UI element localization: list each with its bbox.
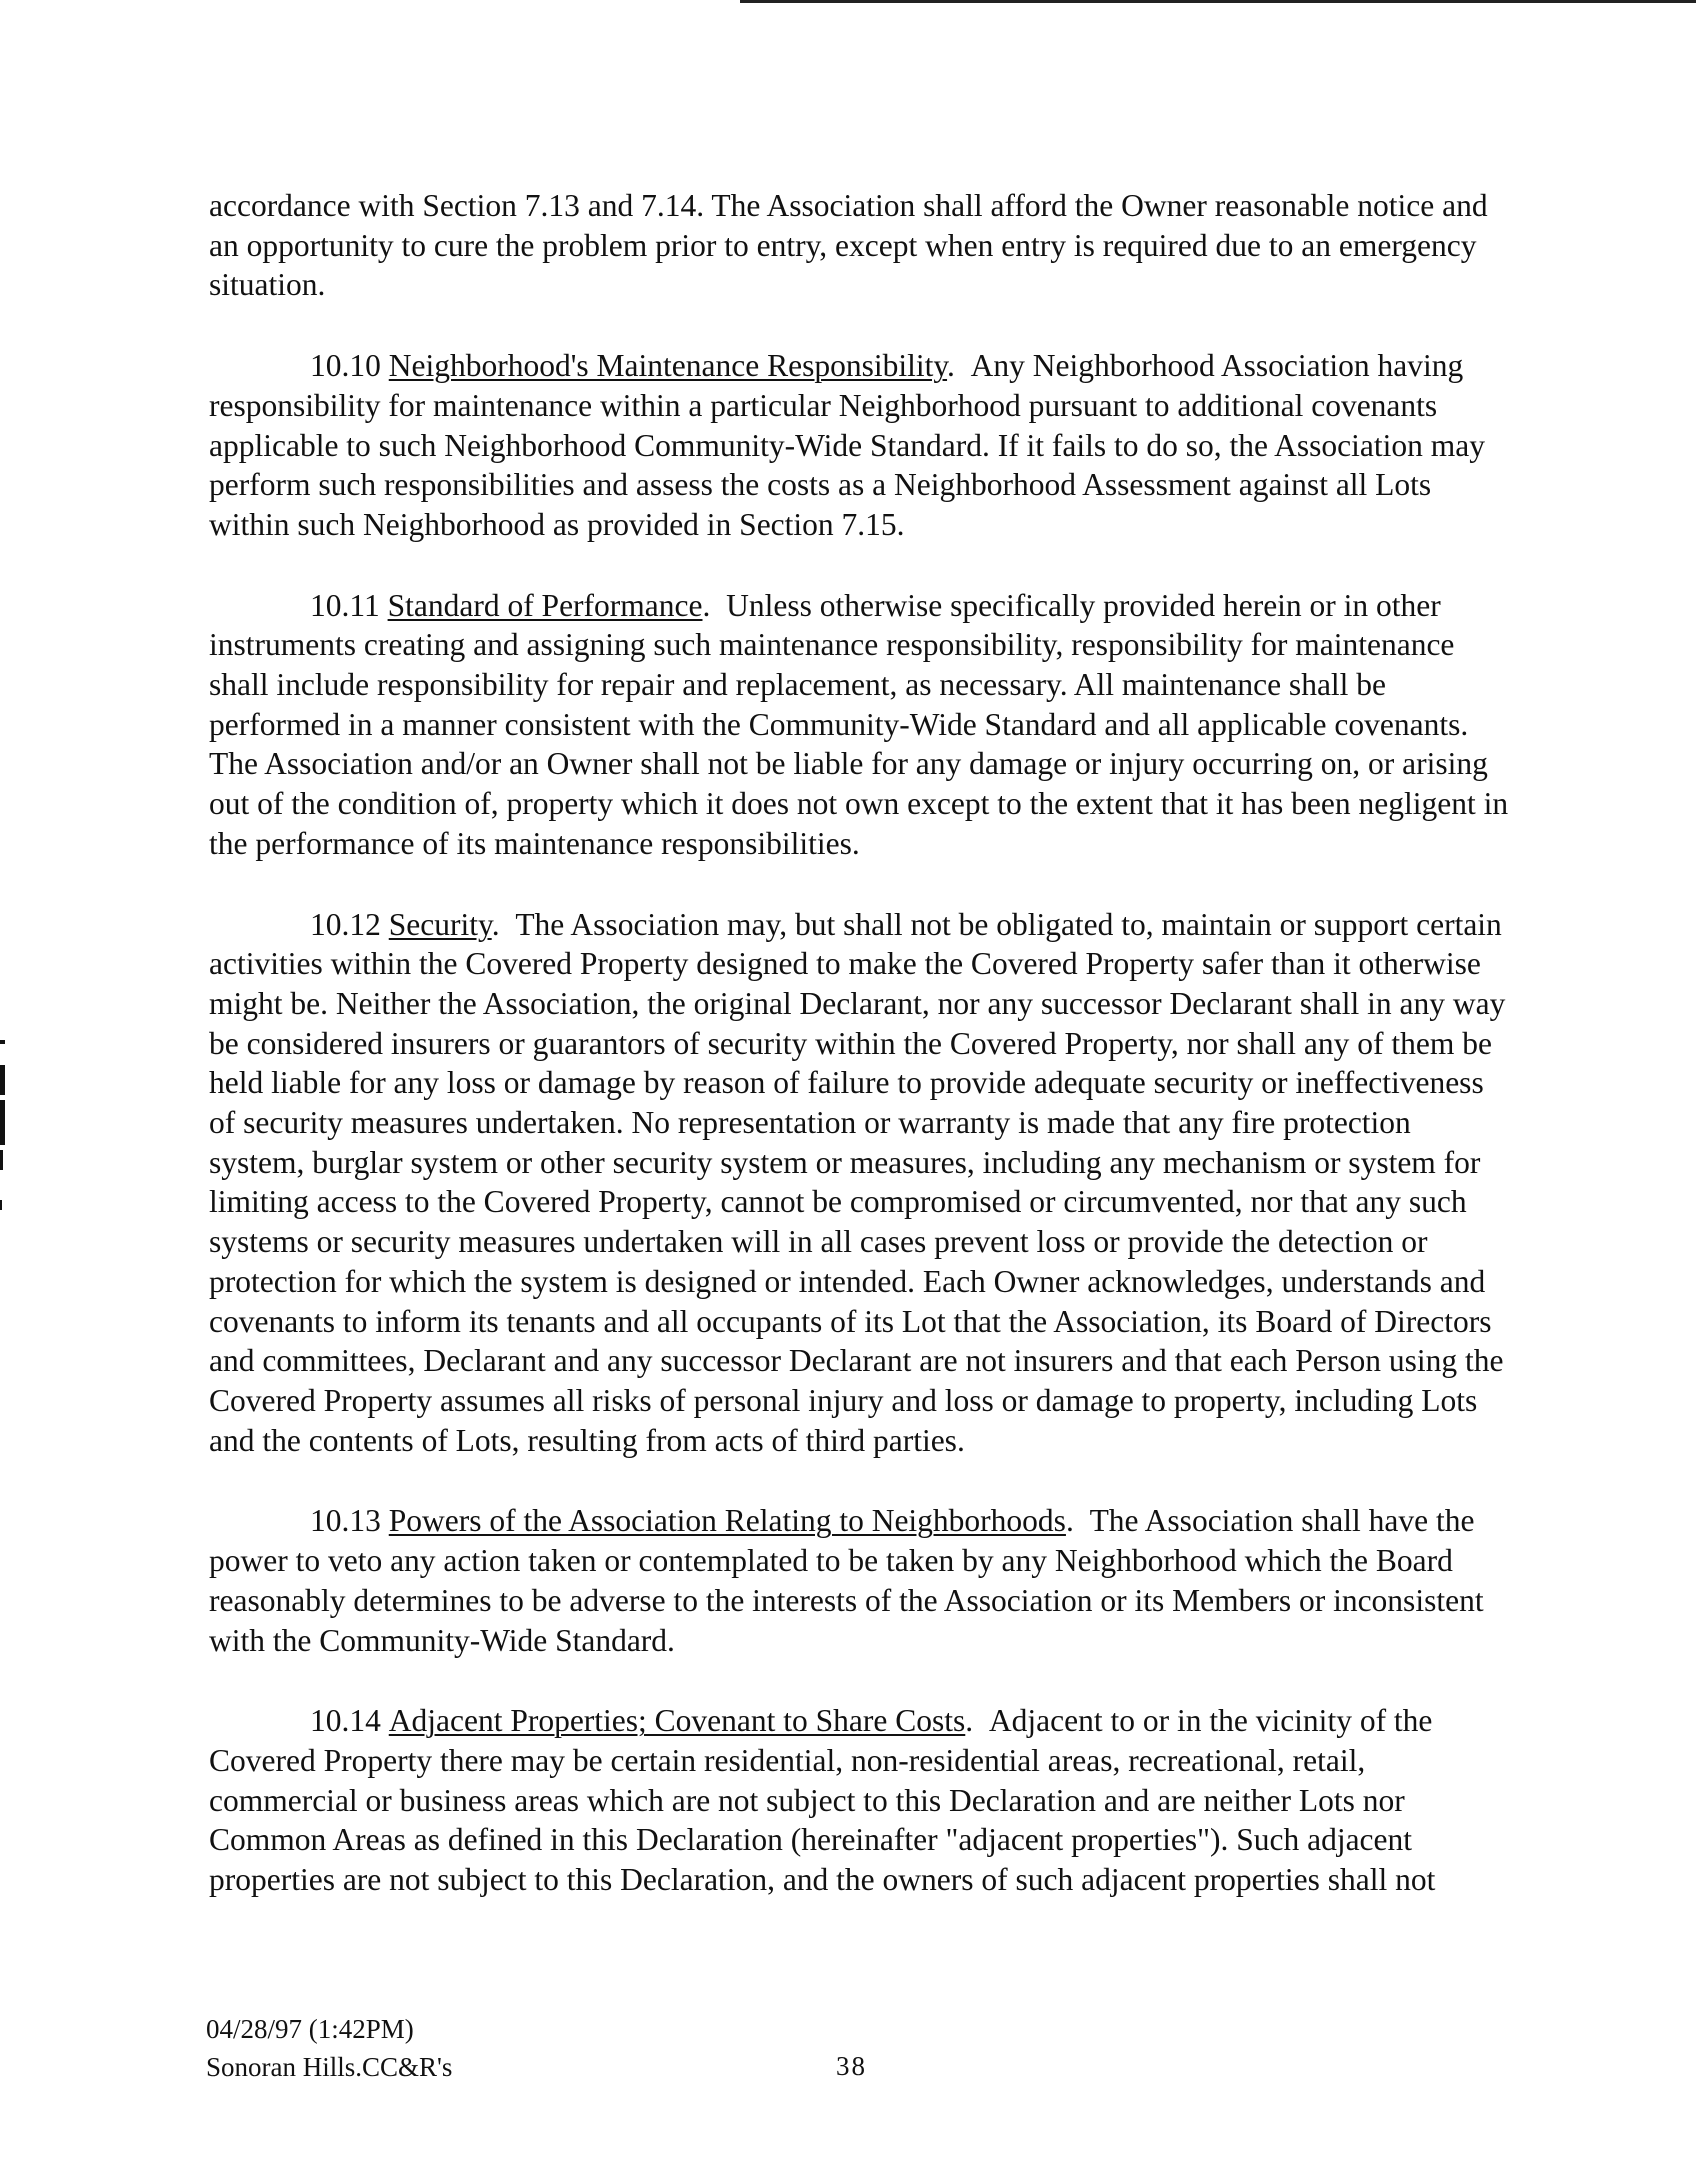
section-body: The Association shall have the power to veto any action taken or contemplated to be taken by any Neighborhood which the Board reasonably determines to be adverse to the interests of the Association or its Members or inconsistent with the Community-Wide Standard. bbox=[209, 1503, 1484, 1658]
page-number: 38 bbox=[836, 2051, 867, 2081]
section-heading: Security bbox=[388, 906, 492, 942]
footer-info bbox=[206, 2010, 452, 2086]
section-heading: Adjacent Properties; Covenant to Share Costs bbox=[388, 1703, 966, 1739]
footer-file-name: Sonoran Hills.CC&R's bbox=[206, 2052, 453, 2082]
section-10-14: 10.14 Adjacent Properties; Covenant to Share Costs. Adjacent to or in the vicinity of the Covered Property there may be certain residential, non-residential areas, recreational, retail, commercial or business areas which are not subject to this Declaration and are neither Lots nor Common Areas as defined in this Declaration (hereinafter "adjacent properties"). Such adjacent properties are not subject to this Declaration, and the owners of such adjacent properties shall not bbox=[209, 1703, 1436, 1898]
section-body: Adjacent to or in the vicinity of the Covered Property there may be certain residential, non-residential areas, recreational, retail, commercial or business areas which are not subject to this Declaration and are neither Lots nor Common Areas as defined in this Declaration (hereinafter "adjacent properties"). Such adjacent properties are not subject to this Declaration, and the owners of such adjacent properties shall not bbox=[209, 1703, 1436, 1898]
section-number: 10.10 bbox=[310, 348, 381, 384]
document-body bbox=[209, 186, 1509, 1941]
section-body: Unless otherwise specifically provided herein or in other instruments creating and assigning such maintenance responsibility, responsibility for maintenance shall include responsibility for repair and replacement, as necessary. All maintenance shall be performed in a manner consistent with the Community-Wide Standard and all applicable covenants. The Association and/or an Owner shall not be liable for any damage or injury occurring on, or arising out of the condition of, property which it does not own except to the extent that it has been negligent in the performance of its maintenance responsibilities. bbox=[209, 587, 1509, 861]
scan-edge-mark bbox=[0, 1100, 5, 1145]
section-heading: Standard of Performance bbox=[387, 587, 703, 623]
section-number: 10.13 bbox=[310, 1503, 381, 1539]
scan-edge-mark bbox=[0, 1200, 2, 1210]
scan-edge-mark bbox=[0, 1040, 5, 1044]
section-10-13: 10.13 Powers of the Association Relating to Neighborhoods. The Association shall have the power to veto any action taken or contemplated to be taken by any Neighborhood which the Board reasonably determines to be adverse to the interests of the Association or its Members or inconsistent with the Community-Wide Standard. bbox=[209, 1503, 1484, 1658]
section-number: 10.14 bbox=[310, 1703, 381, 1739]
section-number: 10.11 bbox=[310, 587, 380, 623]
section-10-10: 10.10 Neighborhood's Maintenance Responsibility. Any Neighborhood Association having responsibility for maintenance within a particular Neighborhood pursuant to additional covenants applicable to such Neighborhood Community-Wide Standard. If it fails to do so, the Association may perform such responsibilities and assess the costs as a Neighborhood Assessment against all Lots within such Neighborhood as provided in Section 7.15. bbox=[209, 348, 1486, 542]
section-10-11: 10.11 Standard of Performance. Unless otherwise specifically provided herein or in other instruments creating and assigning such maintenance responsibility, responsibility for maintenance shall include responsibility for repair and replacement, as necessary. All maintenance shall be performed in a manner consistent with the Community-Wide Standard and all applicable covenants. The Association and/or an Owner shall not be liable for any damage or injury occurring on, or arising out of the condition of, property which it does not own except to the extent that it has been negligent in the performance of its maintenance responsibilities. bbox=[209, 587, 1509, 861]
section-10-12: 10.12 Security. The Association may, but shall not be obligated to, maintain or support certain activities within the Covered Property designed to make the Covered Property safer than it otherwise might be. Neither the Association, the original Declarant, nor any successor Declarant shall in any way be considered insurers or guarantors of security within the Covered Property, nor shall any of them be held liable for any loss or damage by reason of failure to provide adequate security or ineffectiveness of security measures undertaken. No representation or warranty is made that any fire protection system, burglar system or other security system or measures, including any mechanism or system for limiting access to the Covered Property, cannot be compromised or circumvented, nor that any such systems or security measures undertaken will in all cases prevent loss or provide the detection or protection for which the system is designed or intended. Each Owner acknowledges, understands and covenants to inform its tenants and all occupants of its Lot that the Association, its Board of Directors and committees, Declarant and any successor Declarant are not insurers and that each Person using the Covered Property assumes all risks of personal injury and loss or damage to property, including Lots and the contents of Lots, resulting from acts of third parties. bbox=[209, 906, 1506, 1458]
section-body: Any Neighborhood Association having responsibility for maintenance within a particular Neighborhood pursuant to additional covenants applicable to such Neighborhood Community-Wide Standard. If it fails to do so, the Association may perform such responsibilities and assess the costs as a Neighborhood Assessment against all Lots within such Neighborhood as provided in Section 7.15. bbox=[209, 348, 1486, 542]
footer-date: 04/28/97 (1:42PM) bbox=[206, 2014, 414, 2044]
section-heading: Powers of the Association Relating to Neighborhoods bbox=[388, 1503, 1066, 1539]
section-body: The Association may, but shall not be obligated to, maintain or support certain activities within the Covered Property designed to make the Covered Property safer than it otherwise might be. Neither the Association, the original Declarant, nor any successor Declarant shall in any way be considered insurers or guarantors of security within the Covered Property, nor shall any of them be held liable for any loss or damage by reason of failure to provide adequate security or ineffectiveness of security measures undertaken. No representation or warranty is made that any fire protection system, burglar system or other security system or measures, including any mechanism or system for limiting access to the Covered Property, cannot be compromised or circumvented, nor that any such systems or security measures undertaken will in all cases prevent loss or provide the detection or protection for which the system is designed or intended. Each Owner acknowledges, understands and covenants to inform its tenants and all occupants of its Lot that the Association, its Board of Directors and committees, Declarant and any successor Declarant are not insurers and that each Person using the Covered Property assumes all risks of personal injury and loss or damage to property, including Lots and the contents of Lots, resulting from acts of third parties. bbox=[209, 906, 1506, 1458]
intro-paragraph: accordance with Section 7.13 and 7.14. The Association shall afford the Owner reasonable notice and an opportunity to cure the problem prior to entry, except when entry is required due to an emergency situation. bbox=[209, 188, 1488, 303]
section-number: 10.12 bbox=[310, 906, 381, 942]
scan-edge-mark bbox=[0, 1150, 3, 1170]
scan-edge-mark bbox=[0, 1065, 5, 1095]
section-heading: Neighborhood's Maintenance Responsibility bbox=[388, 348, 948, 384]
scan-top-rule bbox=[740, 0, 1696, 3]
